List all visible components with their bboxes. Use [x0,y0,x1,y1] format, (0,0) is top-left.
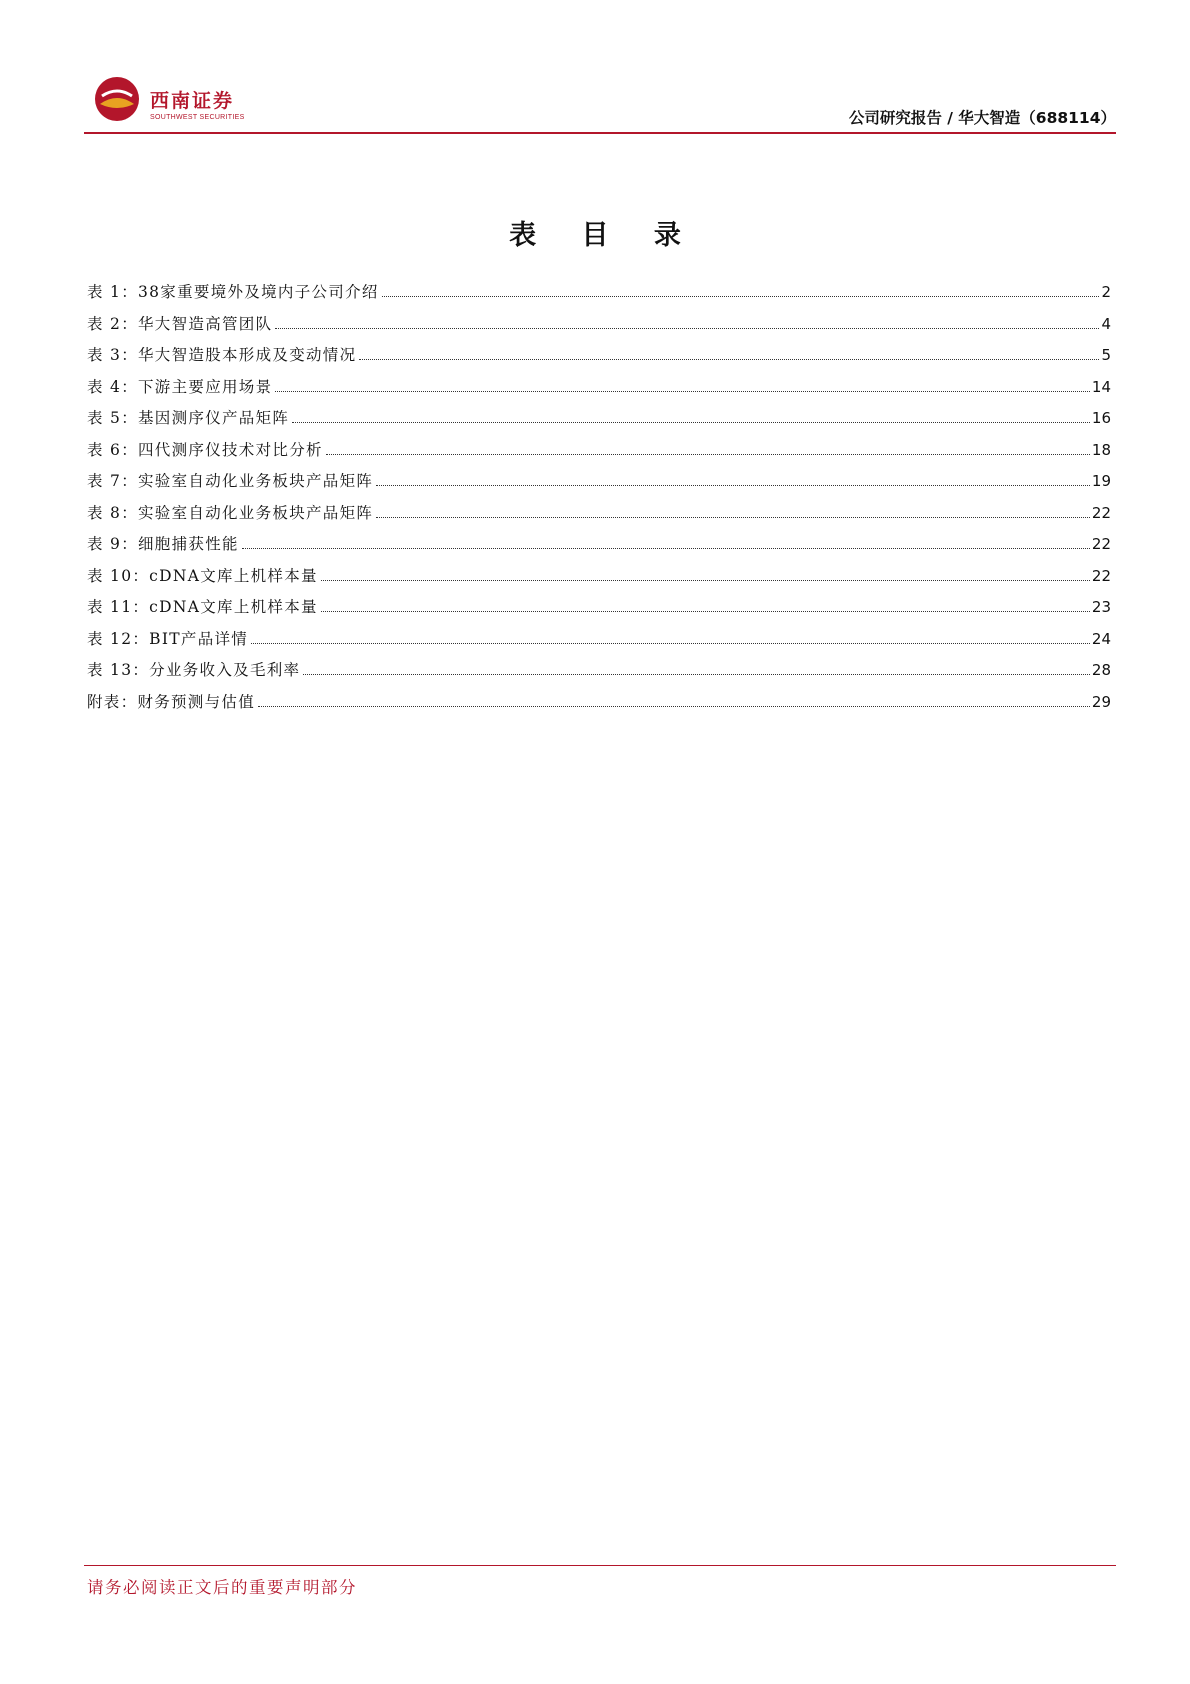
toc-entry-label: 表 3：华大智造股本形成及变动情况 [87,346,357,364]
toc-entry-page: 16 [1091,409,1111,427]
toc-dot-leader [382,296,1100,297]
toc-entry-label: 表 4：下游主要应用场景 [87,377,273,396]
disclaimer-note: 请务必阅读正文后的重要声明部分 [87,1578,357,1597]
toc-dot-leader [258,706,1090,707]
logo-english-name: SOUTHWEST SECURITIES [150,114,245,121]
toc-entry[interactable] [87,314,1111,346]
toc-dot-leader [359,359,1099,360]
footer-divider [84,1565,1116,1566]
page-header [84,68,1116,132]
toc-entry[interactable] [87,440,1111,472]
toc-dot-leader [292,422,1090,423]
toc-entry-label: 表 8：实验室自动化业务板块产品矩阵 [87,503,374,522]
toc-dot-leader [321,580,1090,581]
toc-entry[interactable] [87,566,1111,598]
toc-entry[interactable] [87,503,1111,535]
toc-dot-leader [321,611,1090,612]
company-logo [92,74,252,126]
toc-entry-page: 2 [1101,283,1111,301]
toc-entry[interactable] [87,660,1111,692]
toc-entry[interactable] [87,408,1111,440]
toc-entry[interactable] [87,471,1111,503]
toc-dot-leader [326,454,1090,455]
toc-dot-leader [275,328,1099,329]
table-of-tables [87,282,1111,723]
toc-entry-label: 表 7：实验室自动化业务板块产品矩阵 [87,472,374,490]
toc-entry[interactable] [87,692,1111,724]
report-type-label: 公司研究报告 / 华大智造（688114） [848,109,1116,127]
logo-emblem-icon [92,74,142,124]
toc-entry-page: 22 [1091,503,1111,522]
toc-dot-leader [303,674,1090,675]
toc-entry[interactable] [87,345,1111,377]
toc-title: 表 目 录 [509,220,699,251]
logo-chinese-name: 西南证券 [150,90,235,112]
toc-entry-page: 4 [1101,314,1111,333]
toc-entry-label: 表 11：cDNA文库上机样本量 [87,598,318,616]
toc-entry-page: 29 [1091,692,1111,711]
toc-entry[interactable] [87,534,1111,566]
toc-dot-leader [376,517,1090,518]
toc-entry-label: 表 5：基因测序仪产品矩阵 [87,409,290,427]
toc-entry-page: 23 [1091,598,1111,616]
toc-entry-page: 14 [1091,377,1111,396]
toc-entry-page: 28 [1091,661,1111,679]
toc-entry-label: 表 13：分业务收入及毛利率 [87,661,301,679]
toc-entry-label: 表 1：38家重要境外及境内子公司介绍 [87,283,379,301]
toc-entry-page: 22 [1091,566,1111,585]
toc-entry[interactable] [87,629,1111,661]
toc-dot-leader [275,391,1090,392]
toc-entry[interactable] [87,597,1111,629]
toc-dot-leader [251,643,1090,644]
toc-entry[interactable] [87,282,1111,314]
toc-entry-page: 24 [1091,629,1111,648]
header-divider [84,132,1116,134]
toc-dot-leader [242,548,1090,549]
toc-entry-label: 附表：财务预测与估值 [87,692,256,711]
toc-dot-leader [376,485,1090,486]
toc-entry[interactable] [87,377,1111,409]
toc-entry-page: 18 [1091,440,1111,459]
toc-entry-label: 表 12：BIT产品详情 [87,629,249,648]
toc-entry-label: 表 9：细胞捕获性能 [87,535,239,553]
toc-entry-label: 表 6：四代测序仪技术对比分析 [87,440,323,459]
toc-entry-label: 表 10：cDNA文库上机样本量 [87,566,318,585]
toc-entry-label: 表 2：华大智造高管团队 [87,314,273,333]
toc-entry-page: 5 [1101,346,1111,364]
toc-entry-page: 19 [1091,472,1111,490]
toc-entry-page: 22 [1091,535,1111,553]
